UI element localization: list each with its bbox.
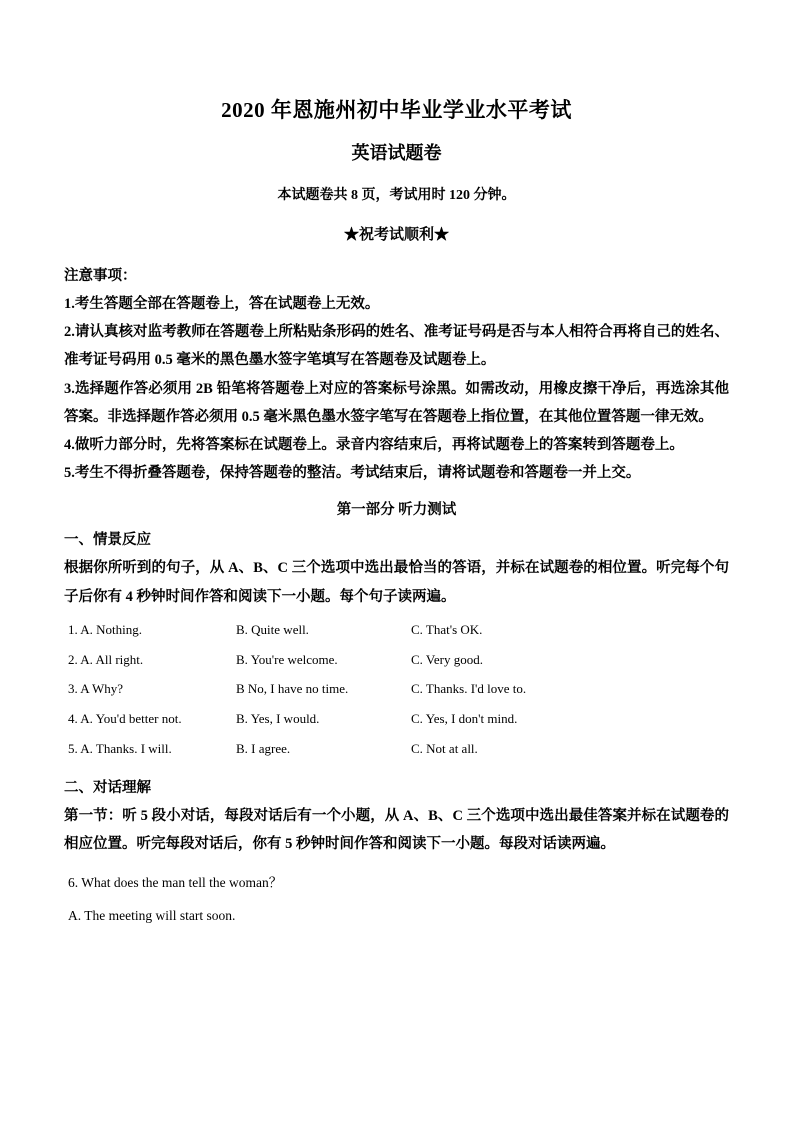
option-a: 5. A. Thanks. I will. xyxy=(68,740,172,756)
question-6-option-a: A. The meeting will start soon. xyxy=(68,908,236,924)
page-subtitle: 英语试题卷 xyxy=(351,143,442,164)
option-b: B. Quite well. xyxy=(236,621,309,637)
question-6: 6. What does the man tell the woman？ xyxy=(68,874,283,890)
good-luck-note: ★祝考试顺利★ xyxy=(343,226,449,243)
list-item xyxy=(64,650,729,671)
notice-heading: 注意事项： xyxy=(64,267,137,284)
option-c: C. Yes, I don't mind. xyxy=(411,711,518,727)
list-item xyxy=(64,739,729,760)
section-one-instruction: 根据你所听到的句子，从 A、B、C 三个选项中选出最恰当的答语，并标在试题卷的相位置。听完每个句子后你有 4 秒钟时间作答和阅读下一小题。每个句子读两遍。 xyxy=(64,560,729,605)
paper-length-note: 本试题卷共 8 页，考试用时 120 分钟。 xyxy=(277,187,516,203)
option-c: C. Thanks. I'd love to. xyxy=(411,681,527,697)
part-one-heading: 第一部分 听力测试 xyxy=(336,501,457,518)
page-title: 2020 年恩施州初中毕业学业水平考试 xyxy=(221,98,572,122)
option-b: B. Yes, I would. xyxy=(236,711,320,727)
option-b: B. I agree. xyxy=(236,740,291,756)
section-two-heading: 二、对话理解 xyxy=(64,779,151,796)
option-b: B No, I have no time. xyxy=(236,681,349,697)
list-item xyxy=(64,620,729,641)
section-two-instruction: 第一节：听 5 段小对话，每段对话后有一个小题，从 A、B、C 三个选项中选出最佳答案并标在试题卷的相应位置。听完每段对话后，你有 5 秒钟时间作答和阅读下一小题。每段对话读两遍。 xyxy=(64,808,729,853)
option-a: 4. A. You'd better not. xyxy=(68,711,182,727)
list-item xyxy=(64,709,729,730)
option-c: C. Very good. xyxy=(411,651,483,667)
notice-item-2: 2.请认真核对监考教师在答题卷上所粘贴条形码的姓名、准考证号码是否与本人相符合再将自己的姓名、准考证号码用 0.5 毫米的黑色墨水签字笔填写在答题卷及试题卷上。 xyxy=(64,324,729,369)
list-item xyxy=(64,679,729,700)
section-one-heading: 一、情景反应 xyxy=(64,531,151,548)
option-a: 2. A. All right. xyxy=(68,651,144,667)
notice-item-5: 5.考生不得折叠答题卷，保持答题卷的整洁。考试结束后，请将试题卷和答题卷一并上交。 xyxy=(64,465,641,482)
option-b: B. You're welcome. xyxy=(236,651,338,667)
notice-item-4: 4.做听力部分时，先将答案标在试题卷上。录音内容结束后，再将试题卷上的答案转到答题卷上。 xyxy=(64,437,684,454)
option-c: C. That's OK. xyxy=(411,621,483,637)
option-c: C. Not at all. xyxy=(411,740,478,756)
option-a: 3. A Why? xyxy=(68,681,124,697)
option-a: 1. A. Nothing. xyxy=(68,621,143,637)
notice-item-3: 3.选择题作答必须用 2B 铅笔将答题卷上对应的答案标号涂黑。如需改动，用橡皮擦干净后，再选涂其他答案。非选择题作答必须用 0.5 毫米黑色墨水签字笔写在答题卷上指位置，在其他位置答题一律无效。 xyxy=(64,380,729,425)
notice-item-1: 1.考生答题全部在答题卷上，答在试题卷上无效。 xyxy=(64,295,380,312)
